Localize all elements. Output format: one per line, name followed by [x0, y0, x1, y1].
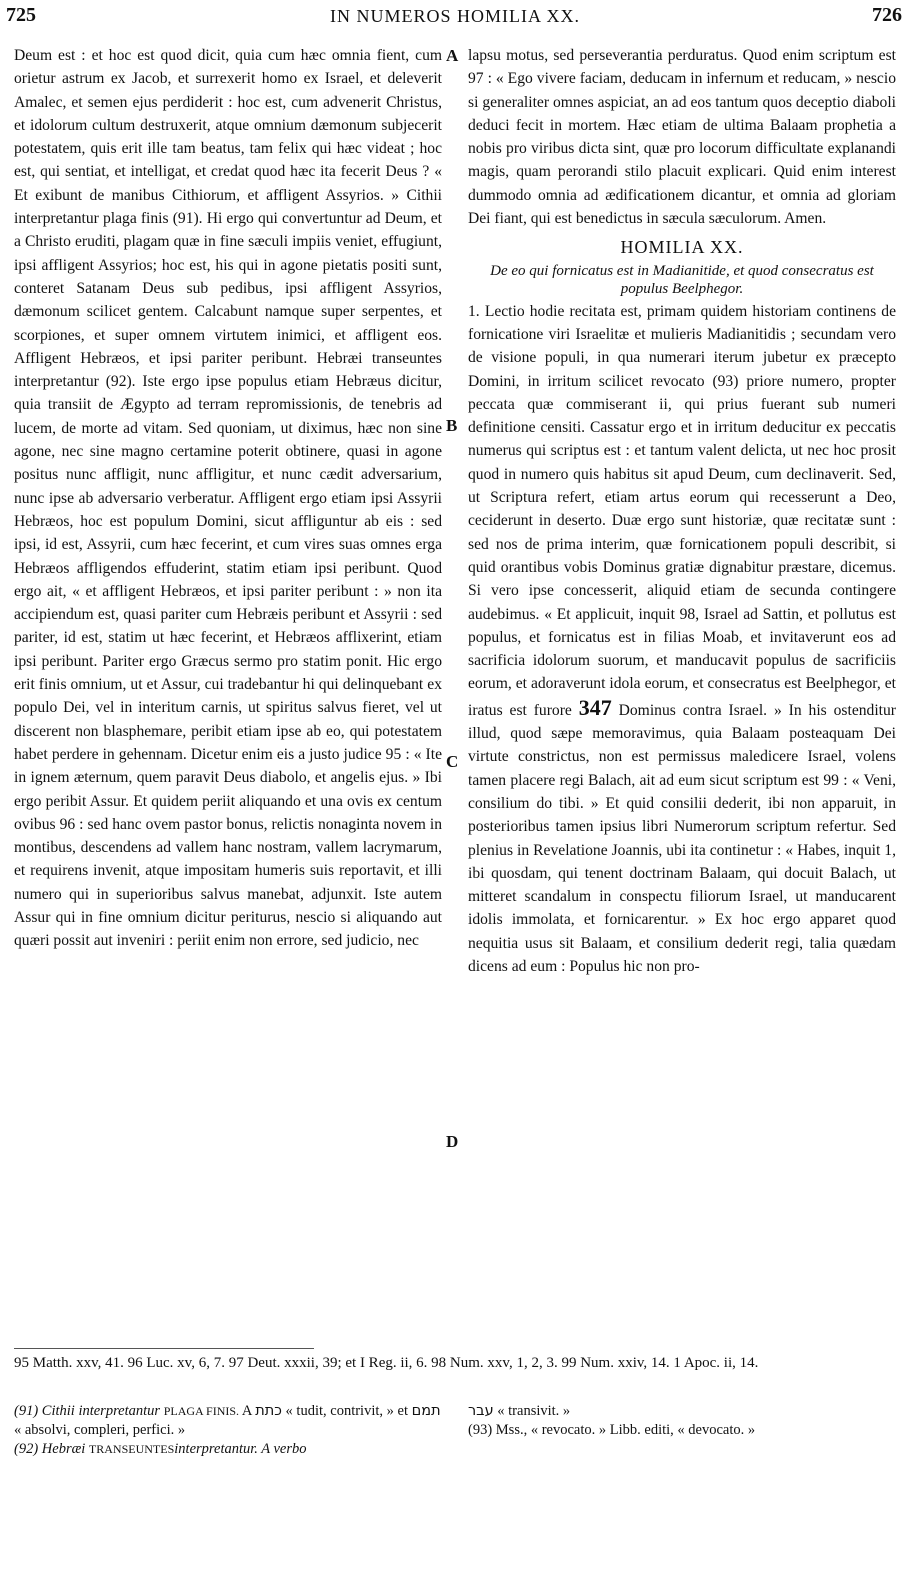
footnote-divider [14, 1348, 314, 1349]
margin-marker-d: D [446, 1132, 459, 1151]
left-column-text: Deum est : et hoc est quod dicit, quia cum hæc omnia fient, cum orietur astrum ex Jacob, et surrexerit homo ex Israel, et deleverit Amalec, et semen ejus perdiderit : hoc est, cum advenerit Christus, et idolorum cultum destruxerit, atque omnium dæmonum subjecerit potestatem, quis erit ille tam beatus, tam felix qui hæc videat ; hoc est, qui sentiat, et intelligat, et credat quod hæc ita fecerit Deus ? « Et exibunt de manibus Cithiorum, et affligent Assyrios. » Cithii interpretantur plaga finis (91). Hi ergo qui convertuntur ad Deum, et a Christo eruditi, plagam quæ in fine sæculi impiis veniet, effugiunt, ipsi affligent Assyrios; hoc est, his qui in agone pietatis positi sunt, conteret Satanam Deus sub pedibus, ipsi affligent Assyrios, dæmonum scilicet gentem. Calcabunt namque super serpentes, et scorpiones, et super omnem virtutem inimici, et affligent eos. Affligent Hebræos, et ipsi pariter peribunt. Hebræi transeuntes interpretantur (92). Iste ergo ipse populus etiam Hebræus dicitur, quia transiit de Ægypto ad terram repromissionis, de tenebris ad lucem, de morte ad vitam. Sed quoniam, ut diximus, hæc non sine agone, nec sine magno certamine poterit obtinere, quasi in agone positus nunc affligit, nunc affligitur, et nunc cædit adversarium, nunc ipse ab adversario verberatur. Affligent ergo etiam ipsi Assyrii Hebræos, hoc est populum Domini, sicut affliguntur ab eis : sed ipsi, id est, Assyrii, cum hæc fecerint, et cum vires suas omnes erga Hebræos affligendos effuderint, statim etiam ipsi peribunt. Quod ergo ait, « et affligent Hebræos, et ipsi pariter peribunt : » non ita accipiendum est, quasi pariter cum Hebræis peribunt et Assyrii : sed pariter, id est, statim ut hæc fecerint, et Hebræos afflixerint, etiam ipsi peribunt. Pariter ergo Græcus sermo pro statim ponit. Hic ergo erit finis omnium, ut et Assur, cui tradebantur hi qui delinquebant ex populo Dei, vel in interitum carnis, ut spiritus salvus fieret, vel ut discerent non blasphemare, peribit etiam ipse ab eo, qui potestatem habet perdere in gehennam. Dicetur enim eis a justo judice 95 : « Ite in ignem æternum, quem paravit Deus diabolo, et angelis ejus. » Ibi ergo peribit Assur. Et quidem periit aliquando et una ovis ex centum ovibus 96 : sed hanc ovem pastor bonus, relictis nonaginta novem in montibus, descendens ad vallem hanc nostram, vallem lacrymarum, et requirens invenit, atque impositam humeris suis reportavit, et illi numero qui in superioribus salvus manebat, adjunxit. Iste autem Assur qui in fine omnium dicitur periturus, nescio si aliquando aut quæri possit aut inveniri : periit enim non errore, sed judicio, nec [14, 47, 442, 950]
page-number-left: 725 [6, 4, 36, 26]
footnote-92: (92) Hebræi TRANSEUNTESinterpretantur. A verbo [14, 1441, 307, 1457]
homily-text-part2: Dominus contra Israel. » In his ostenditur illud, quod sæpe memoravimus, quia Balaam posteaquam Dei virtute constrictus, non est permissus maledicere Israel, volens tamen placere regi Balach, ait ad eum sicut scriptum est 99 : « Veni, consilium do tibi. » Et quid consilii dederit, ibi non apparuit, in posterioribus tamen ipsius libri Numerorum scriptum refertur. Sed plenius in Revelatione Joannis, ubi ita continetur : « Habes, inquit 1, ibi quosdam, qui tenent doctrinam Balaam, qui docuit Balach, ut mitteret scandalum in conspectu filiorum Israel, ut manducarent idolis immolata, et fornicarentur. » Ex hoc ergo apparet quod nequitia usus sit Balaam, et consilium dederit regi, talia quædam dicens ad eum : Populus hic non pro- [468, 701, 896, 975]
right-column [468, 44, 896, 978]
footnote-91: (91) Cithii interpretantur PLAGA FINIS. A כתת « tudit, contrivit, » et תמם « absolvi, compleri, perfici. » [14, 1403, 441, 1438]
footnotes-left [14, 1402, 442, 1459]
margin-marker-a: A [446, 46, 459, 65]
left-column [14, 44, 442, 953]
margin-marker-b: B [446, 416, 458, 435]
homily-text-part1: 1. Lectio hodie recitata est, primam quidem historiam continens de fornicatione viri Israelitæ et mulieris Madianitidis ; secundam vero de visione populi, in qua numerari iterum jubetur ex præcepto Domini, in irritum scilicet revocato (93) priore numero, propter peccata quæ commiserant ii, qui prius fuerant sub numeri definitione censiti. Cassatur ergo et in irritum deducitur ex peccatis numerus qui scriptus est : et tantum valent delicta, ut nec hoc prosit quod in numero quis habitus sit apud Deum, cum declinaverit. Sed, ut Scriptura refert, etiam artus eorum qui recesserunt a Deo, ceciderunt in deserto. Duæ ergo sunt historiæ, quæ recitatæ sunt : sed nos de prima interim, quæ fornicationem populi describit, si quid orantibus vobis Dominus gratiæ dignabitur præstare, dicemus. Si vero ipse concesserit, aliquid etiam de secunda contingere audebimus. « Et applicuit, inquit 98, Israel ad Sattin, et pollutus est populus, et fornicatus est in filias Moab, et invitaverunt eos ad sacrificia idolorum suorum, et manducavit populus de sacrificiis eorum, et adoraverunt idola eorum, et consecratus est Beelphegor, et iratus est furore [468, 302, 896, 719]
footnote-92-continued: עבר « transivit. » [468, 1403, 571, 1419]
footnote-93: (93) Mss., « revocato. » Libb. editi, « devocato. » [468, 1422, 756, 1438]
homily-subtitle: De eo qui fornicatus est in Madianitide, et quod consecratus est populus Beelphegor. [490, 262, 874, 297]
margin-marker-c: C [446, 752, 459, 771]
scripture-references: 95 Matth. xxv, 41. 96 Luc. xv, 6, 7. 97 Deut. xxxii, 39; et I Reg. ii, 6. 98 Num. xxv, 1, 2, 3. 99 Num. xxiv, 14. 1 Apoc. ii, 14. [14, 1355, 759, 1371]
right-column-opening: lapsu motus, sed perseverantia perduratus. Quod enim scriptum est 97 : « Ego vivere faciam, deducam in infernum et reducam, » nescio si generaliter omnes aspiciat, an ad eos tantum quos deceptio diaboli deduci fecit in mortem. Hæc etiam de ultima Balaam prophetia a nobis pro viribus dicta sint, quæ pro locorum difficultate explanandi magis, quam perorandi stilo placuit explicari. Quid enim interest dummodo omnia ad ædificationem dicantur, et omnia ad gloriam Dei fiant, qui est benedictus in sæcula sæculorum. Amen. [468, 47, 896, 228]
homily-text [468, 300, 896, 979]
footnotes-right [468, 1402, 896, 1440]
homily-title: HOMILIA XX. [620, 237, 744, 258]
column-number: 347 [578, 694, 612, 720]
page-number-right: 726 [872, 4, 902, 26]
page-header [0, 4, 910, 30]
running-title: IN NUMEROS HOMILIA XX. [330, 6, 580, 26]
